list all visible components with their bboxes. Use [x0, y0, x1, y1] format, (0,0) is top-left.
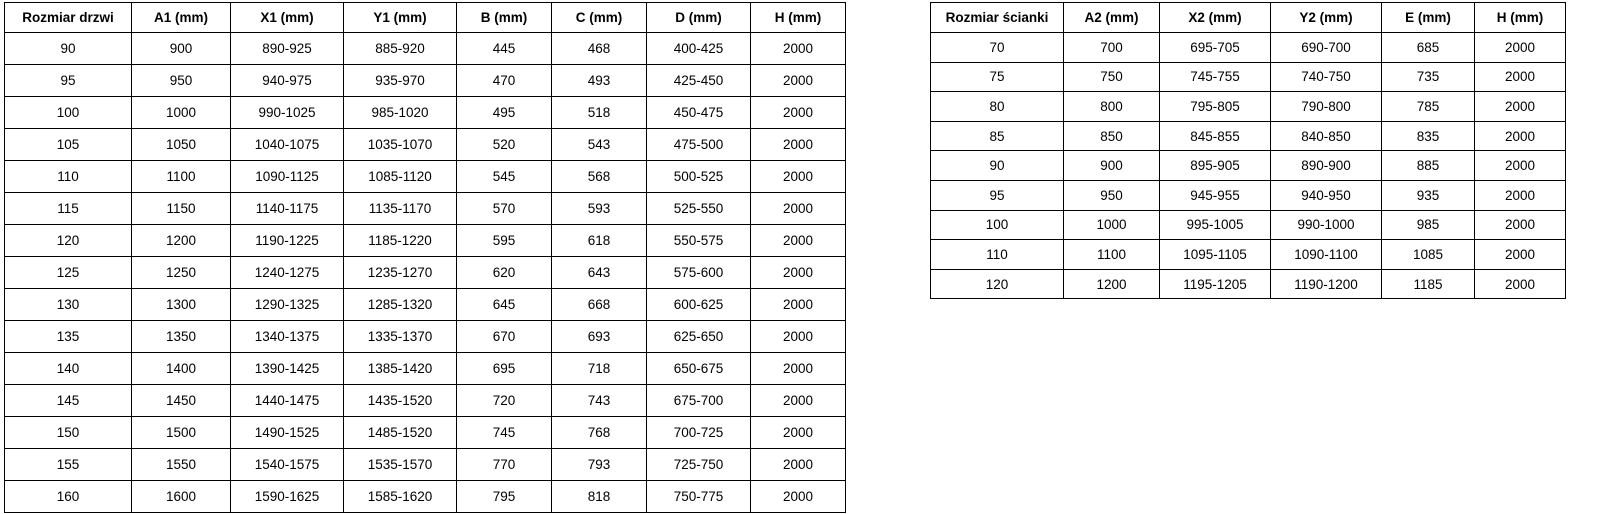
table-cell: 745-755 — [1160, 62, 1271, 92]
table-row — [5, 225, 846, 257]
table-cell: 1040-1075 — [231, 129, 344, 161]
table-cell: 100 — [5, 97, 132, 129]
table-cell: 475-500 — [647, 129, 751, 161]
table-cell: 1195-1205 — [1160, 269, 1271, 299]
table-cell: 785 — [1382, 92, 1475, 122]
table-cell: 1535-1570 — [344, 449, 457, 481]
table-cell: 2000 — [1475, 210, 1566, 240]
column-header-a2: A2 (mm) — [1064, 3, 1160, 33]
table-cell: 1200 — [132, 225, 231, 257]
table-row — [931, 151, 1566, 181]
table-cell: 718 — [552, 353, 647, 385]
table-cell: 768 — [552, 417, 647, 449]
table-cell: 2000 — [751, 321, 846, 353]
table-cell: 1435-1520 — [344, 385, 457, 417]
table-cell: 110 — [5, 161, 132, 193]
table-header-row — [5, 3, 846, 33]
table-cell: 885 — [1382, 151, 1475, 181]
table-cell: 1390-1425 — [231, 353, 344, 385]
table-cell: 2000 — [751, 225, 846, 257]
table-row — [5, 257, 846, 289]
column-header-h: H (mm) — [751, 3, 846, 33]
doors-dimensions-table-wrapper — [4, 2, 846, 513]
table-cell: 990-1000 — [1271, 210, 1382, 240]
table-cell: 400-425 — [647, 33, 751, 65]
table-row — [5, 33, 846, 65]
table-cell: 850 — [1064, 121, 1160, 151]
table-cell: 95 — [5, 65, 132, 97]
table-cell: 690-700 — [1271, 33, 1382, 63]
table-cell: 2000 — [751, 129, 846, 161]
table-cell: 2000 — [751, 289, 846, 321]
table-cell: 2000 — [751, 161, 846, 193]
table-cell: 620 — [457, 257, 552, 289]
table-cell: 1440-1475 — [231, 385, 344, 417]
table-cell: 650-675 — [647, 353, 751, 385]
table-cell: 793 — [552, 449, 647, 481]
table-cell: 935-970 — [344, 65, 457, 97]
table-cell: 95 — [931, 180, 1064, 210]
column-header-y1: Y1 (mm) — [344, 3, 457, 33]
table-cell: 835 — [1382, 121, 1475, 151]
table-cell: 1500 — [132, 417, 231, 449]
table-cell: 125 — [5, 257, 132, 289]
table-cell: 1250 — [132, 257, 231, 289]
table-cell: 735 — [1382, 62, 1475, 92]
table-cell: 2000 — [751, 257, 846, 289]
table-cell: 425-450 — [647, 65, 751, 97]
table-row — [5, 289, 846, 321]
table-cell: 618 — [552, 225, 647, 257]
walls-dimensions-table-wrapper — [930, 2, 1566, 299]
table-cell: 685 — [1382, 33, 1475, 63]
table-cell: 450-475 — [647, 97, 751, 129]
table-cell: 695 — [457, 353, 552, 385]
table-row — [931, 210, 1566, 240]
table-cell: 575-600 — [647, 257, 751, 289]
table-cell: 1340-1375 — [231, 321, 344, 353]
table-cell: 2000 — [751, 481, 846, 513]
table-cell: 1585-1620 — [344, 481, 457, 513]
table-cell: 2000 — [1475, 269, 1566, 299]
table-cell: 2000 — [1475, 92, 1566, 122]
table-cell: 1485-1520 — [344, 417, 457, 449]
table-cell: 885-920 — [344, 33, 457, 65]
table-cell: 1240-1275 — [231, 257, 344, 289]
column-header-e: E (mm) — [1382, 3, 1475, 33]
table-row — [5, 97, 846, 129]
table-row — [5, 481, 846, 513]
table-cell: 818 — [552, 481, 647, 513]
table-cell: 495 — [457, 97, 552, 129]
table-cell: 520 — [457, 129, 552, 161]
column-header-x2: X2 (mm) — [1160, 3, 1271, 33]
table-cell: 493 — [552, 65, 647, 97]
table-cell: 1100 — [1064, 240, 1160, 270]
column-header-d: D (mm) — [647, 3, 751, 33]
table-cell: 1290-1325 — [231, 289, 344, 321]
table-cell: 1590-1625 — [231, 481, 344, 513]
table-cell: 568 — [552, 161, 647, 193]
table-cell: 2000 — [1475, 180, 1566, 210]
column-header-h: H (mm) — [1475, 3, 1566, 33]
table-cell: 100 — [931, 210, 1064, 240]
column-header-rozmiar-scianki: Rozmiar ścianki — [931, 3, 1064, 33]
table-row — [5, 65, 846, 97]
table-row — [931, 33, 1566, 63]
table-cell: 1135-1170 — [344, 193, 457, 225]
table-cell: 1450 — [132, 385, 231, 417]
table-cell: 1200 — [1064, 269, 1160, 299]
column-header-x1: X1 (mm) — [231, 3, 344, 33]
table-cell: 890-925 — [231, 33, 344, 65]
table-cell: 990-1025 — [231, 97, 344, 129]
table-cell: 1085 — [1382, 240, 1475, 270]
table-cell: 1035-1070 — [344, 129, 457, 161]
table-cell: 645 — [457, 289, 552, 321]
table-cell: 625-650 — [647, 321, 751, 353]
column-header-b: B (mm) — [457, 3, 552, 33]
table-cell: 1490-1525 — [231, 417, 344, 449]
column-header-a1: A1 (mm) — [132, 3, 231, 33]
table-cell: 895-905 — [1160, 151, 1271, 181]
table-cell: 1050 — [132, 129, 231, 161]
table-row — [5, 353, 846, 385]
table-cell: 940-950 — [1271, 180, 1382, 210]
table-cell: 2000 — [751, 449, 846, 481]
table-cell: 668 — [552, 289, 647, 321]
table-cell: 2000 — [751, 385, 846, 417]
table-cell: 800 — [1064, 92, 1160, 122]
table-cell: 945-955 — [1160, 180, 1271, 210]
table-cell: 593 — [552, 193, 647, 225]
table-cell: 545 — [457, 161, 552, 193]
table-cell: 950 — [132, 65, 231, 97]
table-row — [5, 321, 846, 353]
column-header-c: C (mm) — [552, 3, 647, 33]
table-cell: 1190-1200 — [1271, 269, 1382, 299]
table-cell: 2000 — [751, 33, 846, 65]
table-cell: 770 — [457, 449, 552, 481]
table-cell: 840-850 — [1271, 121, 1382, 151]
table-cell: 1335-1370 — [344, 321, 457, 353]
table-cell: 935 — [1382, 180, 1475, 210]
table-cell: 720 — [457, 385, 552, 417]
table-cell: 675-700 — [647, 385, 751, 417]
column-header-rozmiar-drzwi: Rozmiar drzwi — [5, 3, 132, 33]
table-cell: 670 — [457, 321, 552, 353]
table-cell: 790-800 — [1271, 92, 1382, 122]
table-cell: 940-975 — [231, 65, 344, 97]
table-row — [931, 180, 1566, 210]
table-cell: 1085-1120 — [344, 161, 457, 193]
table-cell: 2000 — [751, 65, 846, 97]
table-cell: 150 — [5, 417, 132, 449]
table-cell: 120 — [5, 225, 132, 257]
table-cell: 2000 — [751, 193, 846, 225]
table-cell: 543 — [552, 129, 647, 161]
table-cell: 135 — [5, 321, 132, 353]
table-cell: 700 — [1064, 33, 1160, 63]
table-cell: 1000 — [1064, 210, 1160, 240]
table-header-row — [931, 3, 1566, 33]
table-cell: 1100 — [132, 161, 231, 193]
table-cell: 1540-1575 — [231, 449, 344, 481]
table-cell: 115 — [5, 193, 132, 225]
table-cell: 1090-1125 — [231, 161, 344, 193]
table-cell: 750-775 — [647, 481, 751, 513]
table-cell: 725-750 — [647, 449, 751, 481]
table-cell: 140 — [5, 353, 132, 385]
table-row — [931, 92, 1566, 122]
table-cell: 110 — [931, 240, 1064, 270]
table-cell: 1190-1225 — [231, 225, 344, 257]
table-cell: 80 — [931, 92, 1064, 122]
table-cell: 500-525 — [647, 161, 751, 193]
table-cell: 120 — [931, 269, 1064, 299]
table-cell: 1090-1100 — [1271, 240, 1382, 270]
doors-dimensions-table — [4, 2, 846, 513]
table-cell: 518 — [552, 97, 647, 129]
table-cell: 75 — [931, 62, 1064, 92]
table-cell: 2000 — [751, 417, 846, 449]
table-cell: 130 — [5, 289, 132, 321]
table-cell: 2000 — [751, 353, 846, 385]
table-cell: 995-1005 — [1160, 210, 1271, 240]
table-cell: 1400 — [132, 353, 231, 385]
table-cell: 595 — [457, 225, 552, 257]
table-row — [5, 417, 846, 449]
table-row — [931, 240, 1566, 270]
table-cell: 1185 — [1382, 269, 1475, 299]
table-row — [5, 161, 846, 193]
table-cell: 2000 — [1475, 33, 1566, 63]
table-cell: 2000 — [751, 97, 846, 129]
table-cell: 90 — [931, 151, 1064, 181]
table-cell: 70 — [931, 33, 1064, 63]
table-cell: 2000 — [1475, 62, 1566, 92]
table-cell: 745 — [457, 417, 552, 449]
table-cell: 900 — [1064, 151, 1160, 181]
table-row — [5, 385, 846, 417]
table-cell: 600-625 — [647, 289, 751, 321]
table-cell: 890-900 — [1271, 151, 1382, 181]
table-cell: 550-575 — [647, 225, 751, 257]
table-cell: 570 — [457, 193, 552, 225]
table-cell: 155 — [5, 449, 132, 481]
table-cell: 985-1020 — [344, 97, 457, 129]
walls-dimensions-table — [930, 2, 1566, 299]
table-cell: 743 — [552, 385, 647, 417]
table-cell: 700-725 — [647, 417, 751, 449]
table-cell: 1095-1105 — [1160, 240, 1271, 270]
table-cell: 160 — [5, 481, 132, 513]
table-cell: 795 — [457, 481, 552, 513]
table-cell: 468 — [552, 33, 647, 65]
table-row — [931, 269, 1566, 299]
table-cell: 470 — [457, 65, 552, 97]
table-cell: 105 — [5, 129, 132, 161]
table-cell: 85 — [931, 121, 1064, 151]
table-cell: 1385-1420 — [344, 353, 457, 385]
table-cell: 445 — [457, 33, 552, 65]
table-cell: 845-855 — [1160, 121, 1271, 151]
table-cell: 1140-1175 — [231, 193, 344, 225]
table-cell: 1000 — [132, 97, 231, 129]
table-cell: 695-705 — [1160, 33, 1271, 63]
table-cell: 145 — [5, 385, 132, 417]
table-cell: 1350 — [132, 321, 231, 353]
table-cell: 693 — [552, 321, 647, 353]
table-cell: 1300 — [132, 289, 231, 321]
table-row — [931, 121, 1566, 151]
table-cell: 2000 — [1475, 121, 1566, 151]
table-row — [5, 193, 846, 225]
table-cell: 2000 — [1475, 151, 1566, 181]
table-cell: 1150 — [132, 193, 231, 225]
table-row — [5, 129, 846, 161]
table-cell: 90 — [5, 33, 132, 65]
column-header-y2: Y2 (mm) — [1271, 3, 1382, 33]
table-cell: 950 — [1064, 180, 1160, 210]
table-cell: 1185-1220 — [344, 225, 457, 257]
table-cell: 740-750 — [1271, 62, 1382, 92]
table-cell: 525-550 — [647, 193, 751, 225]
table-cell: 985 — [1382, 210, 1475, 240]
table-cell: 1285-1320 — [344, 289, 457, 321]
table-cell: 900 — [132, 33, 231, 65]
table-cell: 2000 — [1475, 240, 1566, 270]
table-row — [5, 449, 846, 481]
table-cell: 1600 — [132, 481, 231, 513]
table-row — [931, 62, 1566, 92]
table-cell: 1550 — [132, 449, 231, 481]
table-cell: 643 — [552, 257, 647, 289]
table-cell: 1235-1270 — [344, 257, 457, 289]
table-cell: 795-805 — [1160, 92, 1271, 122]
table-cell: 750 — [1064, 62, 1160, 92]
